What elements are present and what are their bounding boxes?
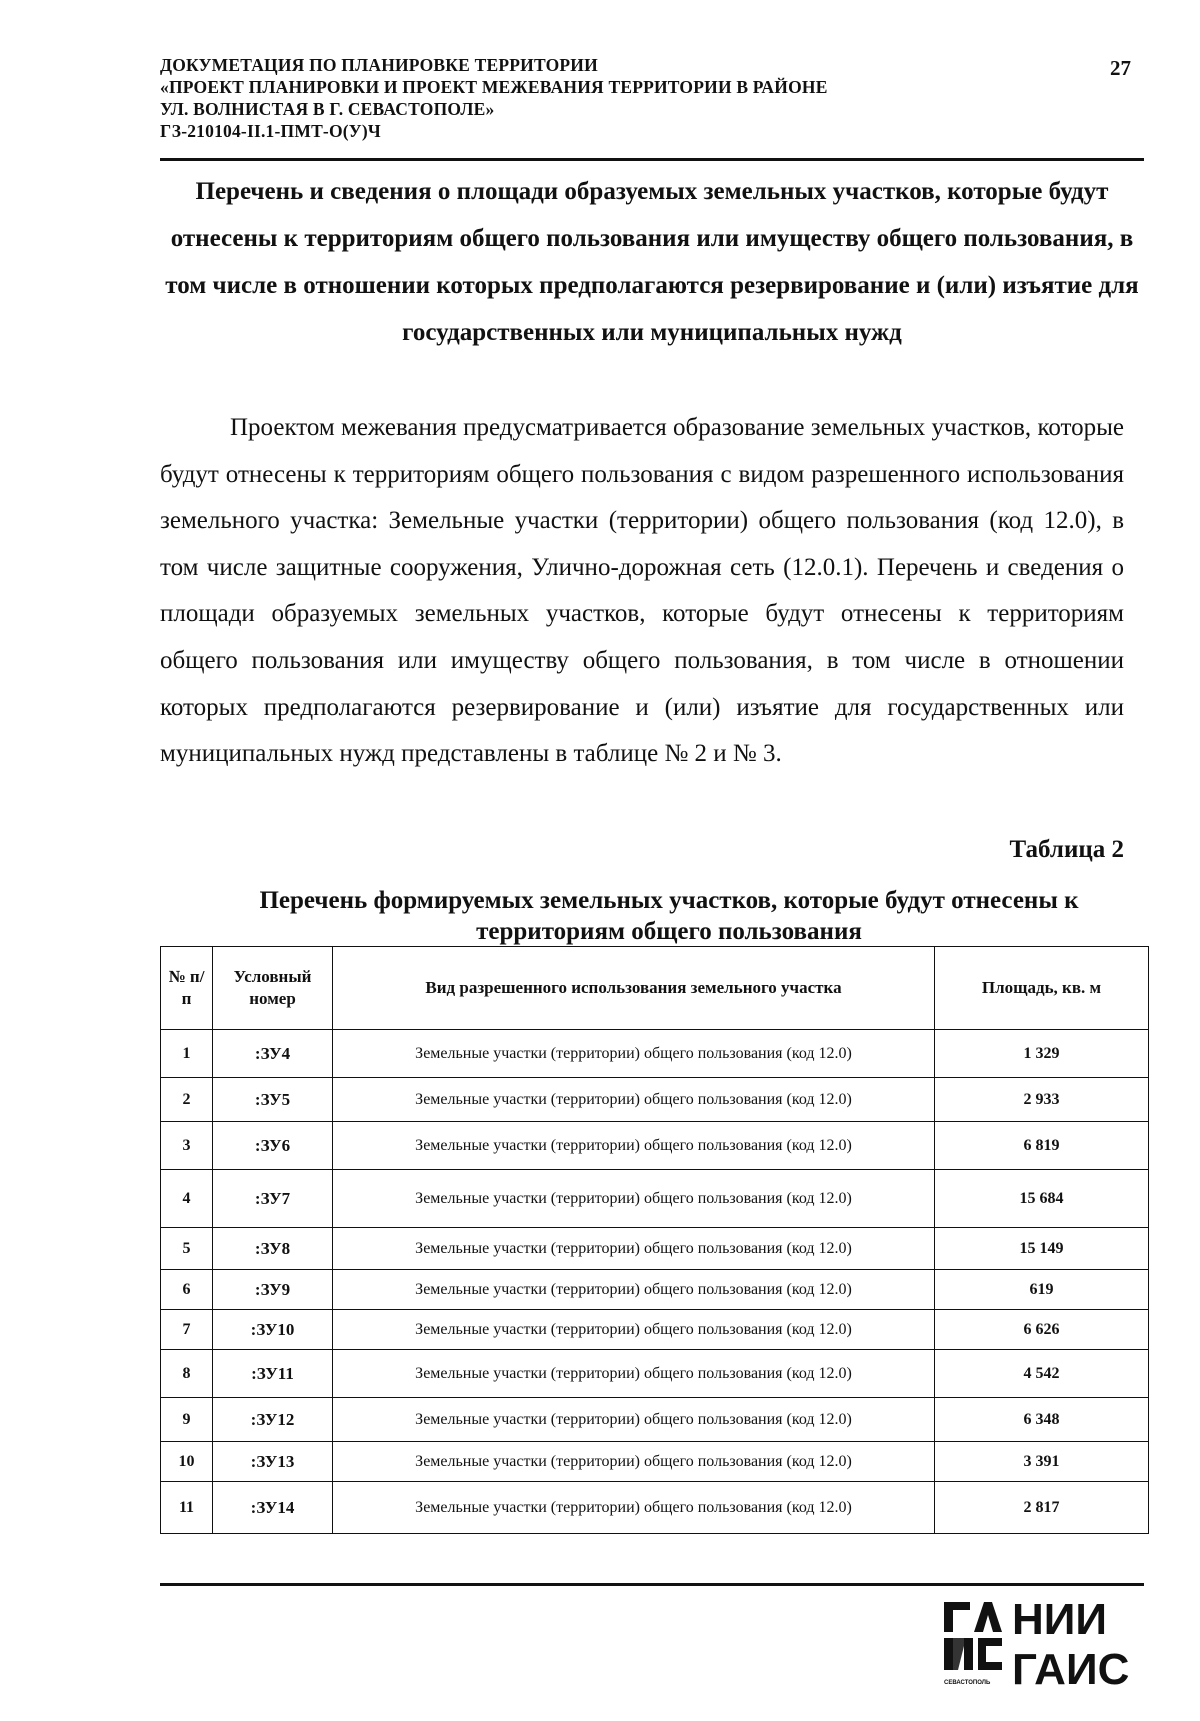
cell-code: :ЗУ7 xyxy=(213,1170,333,1228)
cell-code: :ЗУ12 xyxy=(213,1398,333,1442)
table-header-row xyxy=(161,947,1149,1030)
table-title: Перечень формируемых земельных участков, которые будут отнесены к территориям общего пользования xyxy=(259,887,1079,945)
table-row xyxy=(161,1270,1149,1310)
cell-code: :ЗУ9 xyxy=(213,1270,333,1310)
header-line-1: ДОКУМЕТАЦИЯ ПО ПЛАНИРОВКЕ ТЕРРИТОРИИ xyxy=(160,55,598,75)
cell-area: 2 933 xyxy=(935,1078,1149,1122)
page-number: 27 xyxy=(1110,56,1131,80)
cell-num: 1 xyxy=(161,1030,213,1078)
table-row xyxy=(161,1078,1149,1122)
cell-area: 619 xyxy=(935,1270,1149,1310)
section-title: Перечень и сведения о площади образуемых земельных участков, которые будут отнесены к территориям общего пользования или имуществу общего пользования, в том числе в отношении которых предполагаются резервирование и (или) изъятие для государственных или муниципальных нужд xyxy=(165,178,1139,346)
table-row xyxy=(161,1122,1149,1170)
cell-area: 2 817 xyxy=(935,1482,1149,1534)
cell-num: 7 xyxy=(161,1310,213,1350)
header-line-2: «ПРОЕКТ ПЛАНИРОВКИ И ПРОЕКТ МЕЖЕВАНИЯ ТЕРРИТОРИИ В РАЙОНЕ xyxy=(160,77,828,97)
table-label: Таблица 2 xyxy=(1009,836,1124,863)
table-row xyxy=(161,1030,1149,1078)
table-row xyxy=(161,1350,1149,1398)
cell-use: Земельные участки (территории) общего пользования (код 12.0) xyxy=(333,1398,935,1442)
header-divider xyxy=(160,158,1144,161)
header-code: Условный номер xyxy=(213,947,333,1030)
table-row xyxy=(161,1442,1149,1482)
cell-num: 3 xyxy=(161,1122,213,1170)
cell-code: :ЗУ5 xyxy=(213,1078,333,1122)
cell-code: :ЗУ14 xyxy=(213,1482,333,1534)
cell-use: Земельные участки (территории) общего пользования (код 12.0) xyxy=(333,1122,935,1170)
footer-divider xyxy=(160,1583,1144,1586)
plots-table xyxy=(160,946,1149,1534)
cell-use: Земельные участки (территории) общего пользования (код 12.0) xyxy=(333,1482,935,1534)
table-row xyxy=(161,1482,1149,1534)
table-row xyxy=(161,1310,1149,1350)
header-use: Вид разрешенного использования земельного участка xyxy=(333,947,935,1030)
header-area: Площадь, кв. м xyxy=(935,947,1149,1030)
cell-num: 4 xyxy=(161,1170,213,1228)
cell-use: Земельные участки (территории) общего пользования (код 12.0) xyxy=(333,1270,935,1310)
table-row xyxy=(161,1228,1149,1270)
nii-gais-logo-graphic xyxy=(940,1594,1144,1702)
header-line-4: ГЗ-210104-II.1-ПМТ-О(У)Ч xyxy=(160,121,381,141)
logo-line-2: ГАИС xyxy=(1012,1645,1130,1694)
cell-num: 2 xyxy=(161,1078,213,1122)
cell-num: 9 xyxy=(161,1398,213,1442)
cell-code: :ЗУ6 xyxy=(213,1122,333,1170)
cell-area: 3 391 xyxy=(935,1442,1149,1482)
cell-code: :ЗУ11 xyxy=(213,1350,333,1398)
cell-area: 6 819 xyxy=(935,1122,1149,1170)
document-header xyxy=(160,54,1140,142)
cell-use: Земельные участки (территории) общего пользования (код 12.0) xyxy=(333,1078,935,1122)
body-paragraph: Проектом межевания предусматривается образование земельных участков, которые будут отнесены к территориям общего пользования с видом разрешенного использования земельного участка: Земельные участки (территории) общего пользования (код 12.0), в том числе защитные сооружения, Улично-дорожная сеть (12.0.1). Перечень и сведения о площади образуемых земельных участков, которые будут отнесены к территориям общего пользования или имуществу общего пользования, в том числе в отношении которых предполагаются резервирование и (или) изъятие для государственных или муниципальных нужд представлены в таблице № 2 и № 3. xyxy=(160,414,1124,768)
table-row xyxy=(161,1398,1149,1442)
cell-num: 6 xyxy=(161,1270,213,1310)
cell-use: Земельные участки (территории) общего пользования (код 12.0) xyxy=(333,1350,935,1398)
cell-use: Земельные участки (территории) общего пользования (код 12.0) xyxy=(333,1030,935,1078)
cell-area: 6 626 xyxy=(935,1310,1149,1350)
cell-code: :ЗУ8 xyxy=(213,1228,333,1270)
cell-num: 11 xyxy=(161,1482,213,1534)
cell-use: Земельные участки (территории) общего пользования (код 12.0) xyxy=(333,1170,935,1228)
cell-use: Земельные участки (территории) общего пользования (код 12.0) xyxy=(333,1310,935,1350)
cell-num: 10 xyxy=(161,1442,213,1482)
cell-area: 15 684 xyxy=(935,1170,1149,1228)
cell-num: 8 xyxy=(161,1350,213,1398)
logo-line-1: НИИ xyxy=(1012,1595,1108,1644)
nii-gais-logo xyxy=(940,1594,1144,1702)
cell-code: :ЗУ4 xyxy=(213,1030,333,1078)
cell-area: 15 149 xyxy=(935,1228,1149,1270)
cell-code: :ЗУ13 xyxy=(213,1442,333,1482)
cell-area: 6 348 xyxy=(935,1398,1149,1442)
cell-num: 5 xyxy=(161,1228,213,1270)
header-line-3: УЛ. ВОЛНИСТАЯ В Г. СЕВАСТОПОЛЕ» xyxy=(160,99,495,119)
cell-code: :ЗУ10 xyxy=(213,1310,333,1350)
header-num: № п/п xyxy=(161,947,213,1030)
cell-area: 1 329 xyxy=(935,1030,1149,1078)
cell-use: Земельные участки (территории) общего пользования (код 12.0) xyxy=(333,1442,935,1482)
cell-use: Земельные участки (территории) общего пользования (код 12.0) xyxy=(333,1228,935,1270)
logo-subtext: СЕВАСТОПОЛЬ xyxy=(944,1680,991,1686)
cell-area: 4 542 xyxy=(935,1350,1149,1398)
table-row xyxy=(161,1170,1149,1228)
